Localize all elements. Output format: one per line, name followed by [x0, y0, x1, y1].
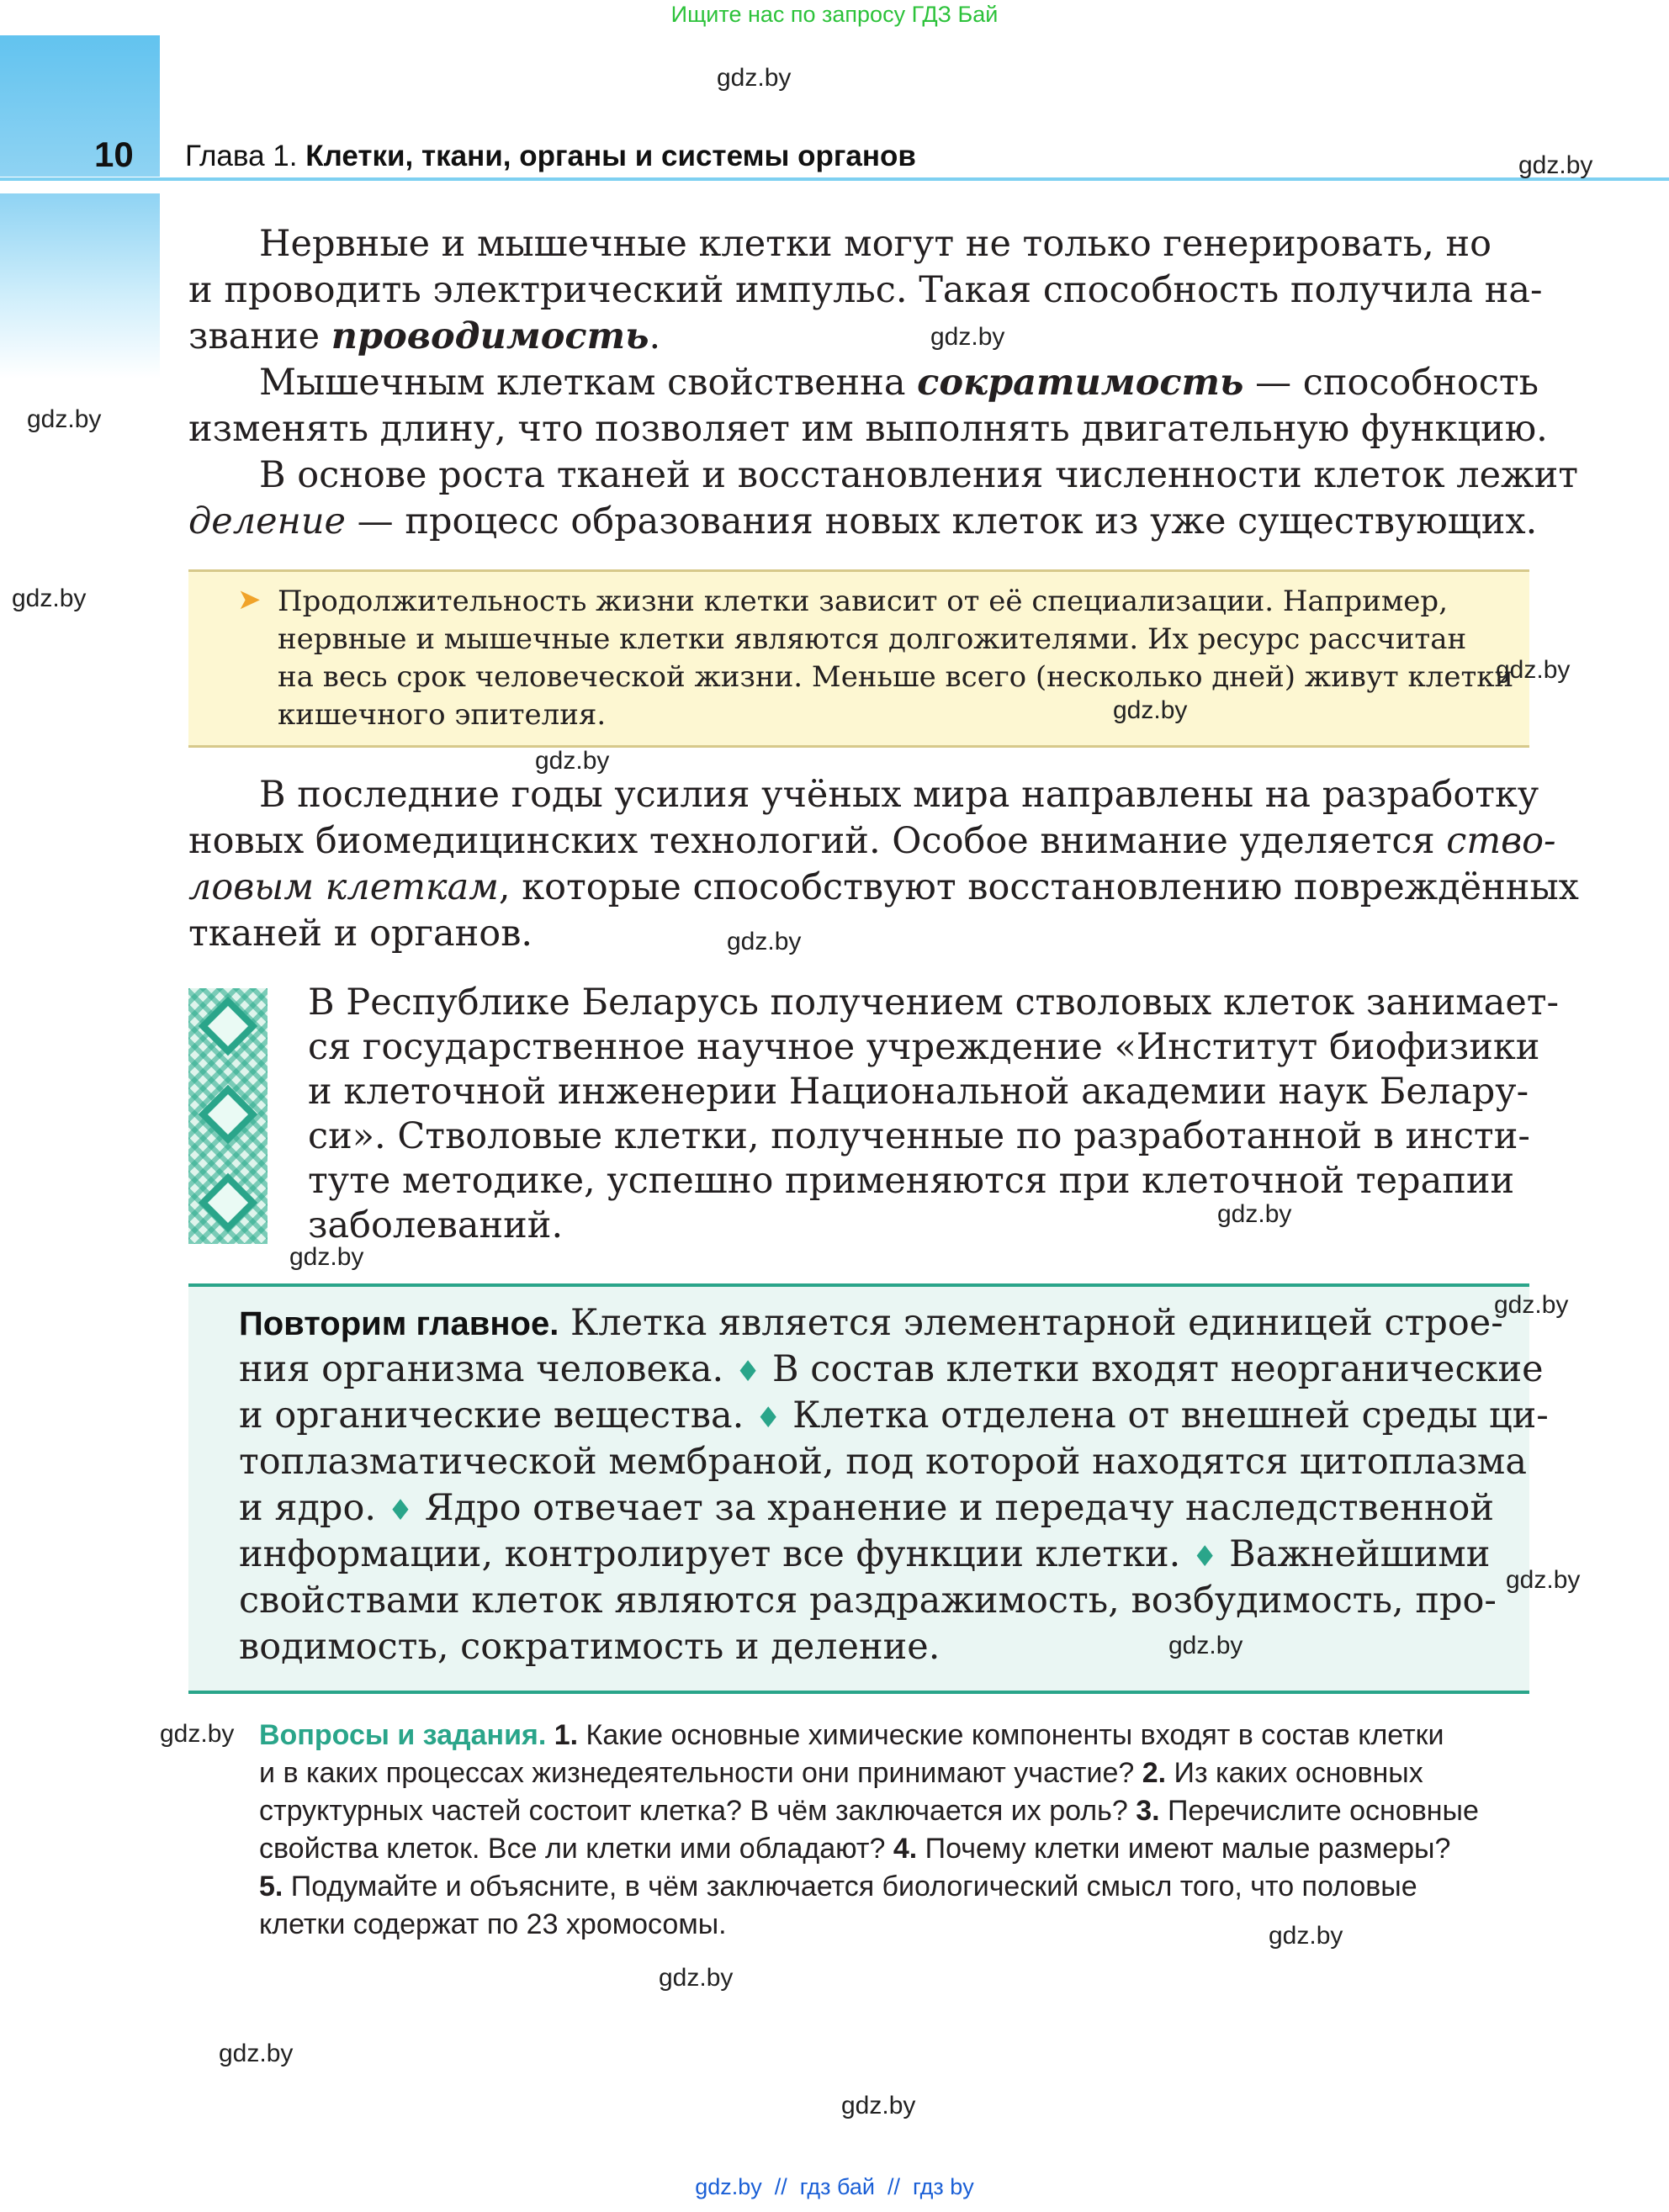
term-division: деление	[188, 500, 346, 542]
questions-line5	[259, 1868, 1417, 1906]
watermark: gdz.by	[1217, 1200, 1292, 1228]
watermark: gdz.by	[27, 405, 102, 433]
questions-line1	[259, 1717, 1444, 1754]
ornament-diamond-icon	[199, 1085, 258, 1145]
summary-text: ния организма человека.	[239, 1348, 735, 1390]
term-stem-cells-a: ство-	[1446, 820, 1556, 862]
para2-line1	[259, 360, 1539, 406]
watermark: gdz.by	[1168, 1632, 1243, 1659]
watermark: gdz.by	[12, 585, 87, 612]
ornament-diamond-icon	[199, 997, 258, 1056]
summary-text: и ядро.	[239, 1487, 388, 1529]
watermark: gdz.by	[1496, 656, 1571, 684]
para3-line2	[188, 499, 1537, 545]
watermark: gdz.by	[1518, 151, 1593, 179]
term-stem-cells-b: ловым клеткам	[188, 866, 499, 908]
institute-line1: В Республике Беларусь получением стволовых клеток занимает-	[308, 982, 1560, 1024]
chapter-title: Клетки, ткани, органы и системы органов	[305, 140, 916, 172]
para2-text: Мышечным клеткам свойственна	[259, 362, 918, 404]
para4-line3	[188, 865, 1579, 911]
institute-line3: и клеточной инженерии Национальной академии наук Белару-	[308, 1071, 1529, 1113]
para4-text-b: , которые способствуют восстановлению повреждённых	[498, 866, 1579, 908]
note-line4: кишечного эпителия.	[278, 698, 607, 732]
watermark: gdz.by	[930, 323, 1005, 351]
note-line2: нервные и мышечные клетки являются долгожителями. Их ресурс рассчитан	[278, 622, 1467, 656]
para3-line1: В основе роста тканей и восстановления численности клеток лежит	[259, 454, 1579, 496]
para1-end: .	[649, 315, 661, 357]
question-text: Почему клетки имеют малые размеры?	[917, 1833, 1451, 1865]
watermark: gdz.by	[1113, 696, 1188, 724]
watermark: gdz.by	[1269, 1922, 1343, 1950]
para3-text: — процесс образования новых клеток из уже существующих.	[346, 500, 1538, 542]
watermark: gdz.by	[717, 64, 792, 92]
summary-text: Клетка является элементарной единицей строе-	[559, 1302, 1503, 1344]
questions-line3	[259, 1792, 1479, 1830]
summary-text: Важнейшими	[1217, 1533, 1491, 1575]
note-line3: на весь срок человеческой жизни. Меньше всего (несколько дней) живут клетки	[278, 660, 1514, 694]
watermark: gdz.by	[727, 928, 802, 955]
diamond-bullet-icon: ♦	[734, 1355, 761, 1389]
term-conductivity: проводимость	[331, 315, 649, 357]
watermark: gdz.by	[289, 1243, 364, 1271]
ornament-icon	[188, 988, 268, 1244]
summary-line8: водимость, сократимость и деление.	[239, 1626, 940, 1668]
summary-line7: свойствами клеток являются раздражимость, возбудимость, про-	[239, 1580, 1497, 1622]
para1-line1: Нервные и мышечные клетки могут не только генерировать, но	[259, 223, 1492, 265]
chapter-prefix: Глава 1.	[185, 140, 298, 172]
para4-line2	[188, 818, 1556, 865]
question-text: Какие основные химические компоненты входят в состав клетки	[578, 1719, 1444, 1751]
watermark: gdz.by	[659, 1964, 734, 1992]
summary-heading: Повторим главное.	[239, 1305, 559, 1342]
summary-text: информации, контролирует все функции клетки.	[239, 1533, 1192, 1575]
chevron-right-icon: ➤	[237, 583, 262, 617]
institute-line5: туте методике, успешно применяются при клеточной терапии	[308, 1160, 1515, 1202]
summary-line5	[239, 1485, 1494, 1534]
question-text: Перечислите основные	[1159, 1795, 1479, 1827]
para1-line3	[188, 314, 660, 360]
institute-line2: ся государственное научное учреждение «Институт биофизики	[308, 1026, 1540, 1068]
question-number: 3.	[1136, 1795, 1160, 1827]
summary-text: Клетка отделена от внешней среды ци-	[781, 1394, 1549, 1437]
diamond-bullet-icon: ♦	[387, 1494, 414, 1527]
summary-line3	[239, 1393, 1549, 1442]
margin-fade	[0, 193, 160, 378]
question-number: 4.	[893, 1833, 918, 1865]
header-rule	[0, 177, 1669, 181]
summary-text: и органические вещества.	[239, 1394, 755, 1437]
footer-links: gdz.by // гдз бай // гдз by	[695, 2174, 974, 2199]
question-text: структурных частей состоит клетка? В чём заключается их роль?	[259, 1795, 1137, 1827]
summary-line1	[239, 1300, 1503, 1347]
institute-line6: заболеваний.	[308, 1204, 564, 1246]
top-banner: Ищите нас по запросу ГДЗ Бай	[670, 2, 999, 27]
summary-line6	[239, 1532, 1490, 1580]
page-number: 10	[94, 135, 134, 174]
note-line1: Продолжительность жизни клетки зависит от её специализации. Например,	[278, 585, 1448, 618]
para4-text: новых биомедицинских технологий. Особое внимание уделяется	[188, 820, 1447, 862]
question-number: 1.	[554, 1719, 579, 1751]
summary-text: Ядро отвечает за хранение и передачу наследственной	[413, 1487, 1495, 1529]
diamond-bullet-icon: ♦	[755, 1401, 782, 1435]
questions-line4	[259, 1830, 1450, 1868]
institute-line4: си». Стволовые клетки, полученные по разработанной в инсти-	[308, 1115, 1530, 1157]
watermark: gdz.by	[1506, 1566, 1581, 1594]
para1-line2: и проводить электрический импульс. Такая способность получила на-	[188, 269, 1543, 311]
questions-line2	[259, 1754, 1423, 1792]
question-text: Из каких основных	[1166, 1757, 1423, 1789]
question-number: 5.	[259, 1871, 283, 1902]
questions-heading: Вопросы и задания.	[259, 1719, 547, 1751]
para2-text-end: — способность	[1243, 362, 1539, 404]
watermark: gdz.by	[219, 2040, 294, 2067]
question-text: Подумайте и объясните, в чём заключается биологический смысл того, что половые	[283, 1871, 1417, 1902]
question-number: 2.	[1142, 1757, 1167, 1789]
summary-text: В состав клетки входят неорганические	[760, 1348, 1544, 1390]
watermark: gdz.by	[1494, 1291, 1569, 1319]
page-number-tab	[0, 35, 160, 177]
question-text: и в каких процессах жизнедеятельности они принимают участие?	[259, 1757, 1142, 1789]
watermark: gdz.by	[535, 747, 610, 775]
para2-line2: изменять длину, что позволяет им выполнять двигательную функцию.	[188, 408, 1548, 450]
para4-line1: В последние годы усилия учёных мира направлены на разработку	[259, 774, 1539, 816]
questions-line6: клетки содержат по 23 хромосомы.	[259, 1908, 727, 1940]
summary-line4: топлазматической мембраной, под которой находятся цитоплазма	[239, 1441, 1527, 1483]
term-contractility: сократимость	[917, 362, 1244, 404]
para4-line4: тканей и органов.	[188, 913, 533, 955]
diamond-bullet-icon: ♦	[1191, 1540, 1218, 1574]
ornament-diamond-icon	[199, 1173, 258, 1233]
summary-line2	[239, 1347, 1544, 1395]
chapter-heading	[185, 140, 916, 173]
watermark: gdz.by	[160, 1720, 235, 1748]
question-text: свойства клеток. Все ли клетки ими обладают?	[259, 1833, 893, 1865]
watermark: gdz.by	[841, 2092, 916, 2119]
para1-text: звание	[188, 315, 331, 357]
